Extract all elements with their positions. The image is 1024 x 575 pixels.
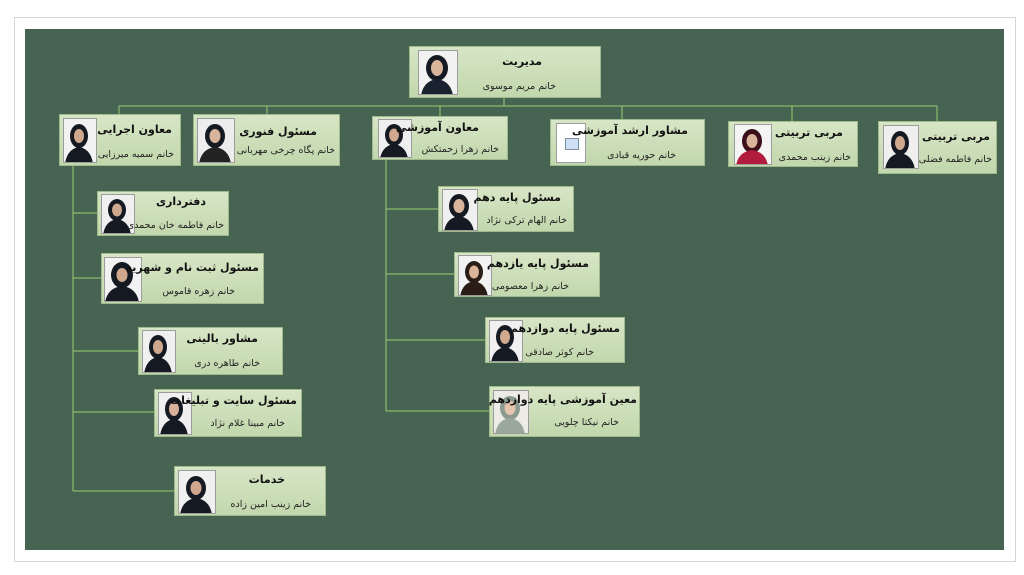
person-icon [197,119,234,163]
portrait-photo [63,118,97,163]
node-role: مشاور بالینی [186,332,258,345]
node-person-name: خانم مریم موسوی [482,81,556,92]
node-role: معاون آموزشی [396,121,479,134]
node-role: مربی تربیتی [775,126,843,139]
org-node-grade-12[interactable] [485,317,625,363]
node-role: مدیریت [502,55,542,68]
org-node-office[interactable] [97,191,229,236]
org-node-site-ads[interactable] [154,389,302,437]
org-node-trainer-1[interactable] [728,121,858,167]
org-node-registration[interactable] [101,253,264,304]
portrait-photo [178,470,216,514]
node-role: مشاور ارشد آموزشی [572,124,688,137]
org-node-management[interactable] [409,46,601,98]
portrait-photo [883,125,919,169]
node-role: مسئول پایه یازدهم [486,257,589,270]
node-role: مسئول پایه دوازدهم [509,322,620,335]
org-node-grade-12-assistant[interactable] [489,386,640,437]
node-person-name: خانم سمیه میرزایی [97,149,174,160]
org-node-trainer-2[interactable] [878,121,997,174]
person-icon [883,126,918,169]
node-person-name: خانم زینب امین زاده [230,499,311,510]
node-person-name: خانم فاطمه خان محمدی [126,220,224,231]
image-placeholder-icon [565,138,579,150]
person-icon [63,119,96,163]
node-role: مربی تربیتی [922,130,990,143]
org-node-educational-deputy[interactable] [372,116,508,160]
org-node-counselor[interactable] [138,327,283,375]
node-person-name: خانم کوثر صادقی [525,347,594,358]
person-icon [734,125,771,165]
node-person-name: خانم طاهره دری [194,358,260,369]
person-icon [178,471,215,514]
org-node-grade-10[interactable] [438,186,574,232]
node-person-name: خانم نیکتا چلویی [554,417,619,428]
node-role: دفترداری [155,195,206,208]
node-person-name: خانم زینب محمدی [778,152,851,163]
portrait-photo [418,50,458,95]
node-role: خدمات [248,473,285,486]
node-role: مسئول ثبت نام و شهریه [125,261,259,274]
node-person-name: خانم پگاه چرخی مهربانی [236,145,335,156]
node-person-name: خانم فاطمه فضلی [918,154,992,165]
node-role: معین آموزشی پایه دوازدهم [488,393,637,406]
person-icon [442,190,477,231]
org-node-executive-deputy[interactable] [59,114,181,166]
node-role: مسئول سایت و تبلیغات [170,394,297,407]
node-role: معاون اجرایی [97,123,172,136]
node-person-name: خانم زهره قاموس [162,286,235,297]
org-node-tech[interactable] [193,114,340,166]
portrait-photo [734,124,772,165]
node-role: مسئول فنوری [239,125,317,138]
person-icon [142,331,175,373]
org-node-services[interactable] [174,466,326,516]
node-person-name: خانم زهرا معصومی [491,281,569,292]
portrait-photo [197,118,235,163]
node-person-name: خانم حوریه قبادی [607,150,676,161]
org-node-senior-advisor[interactable] [550,119,705,166]
portrait-photo [142,330,176,373]
org-node-grade-11[interactable] [454,252,600,297]
node-person-name: خانم الهام ترکی نژاد [486,215,567,226]
node-person-name: خانم مبینا غلام نژاد [210,418,285,429]
node-person-name: خانم زهرا زحمتکش [421,144,499,155]
node-role: مسئول پایه دهم [473,191,561,204]
person-icon [418,51,457,95]
